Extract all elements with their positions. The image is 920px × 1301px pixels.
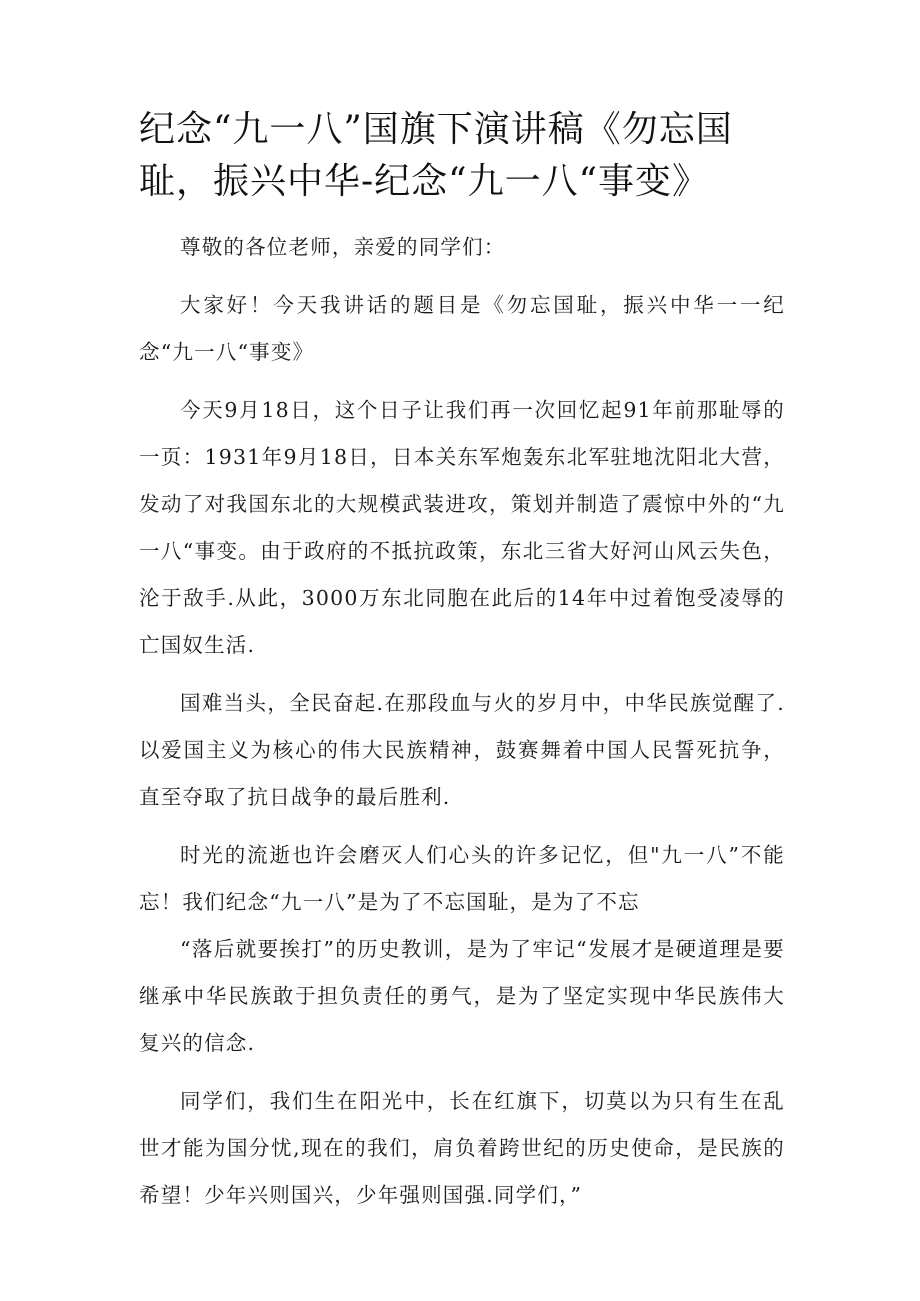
paragraph-lesson: “落后就要挨打”的历史教训，是为了牢记“发展才是硬道理是要继承中华民族敢于担负责任的勇气，是为了坚定实现中华民族伟大复兴的信念. bbox=[139, 937, 785, 1055]
paragraph-remember: 时光的流逝也许会磨灭人们心头的许多记忆，但"九一八”不能忘！我们纪念“九一八”是为了不忘国耻，是为了不忘 bbox=[139, 843, 785, 914]
paragraph-students: 同学们，我们生在阳光中，长在红旗下，切莫以为只有生在乱世才能为国分忧,现在的我们，肩负着跨世纪的历史使命，是民族的希望！少年兴则国兴，少年强则国强.同学们，” bbox=[139, 1089, 785, 1207]
paragraph-salutation: 尊敬的各位老师，亲爱的同学们： bbox=[180, 235, 506, 259]
document-title: 纪念“九一八”国旗下演讲稿《勿忘国耻，振兴中华-纪念“九一八“事变》 bbox=[139, 109, 733, 202]
paragraph-resistance: 国难当头，全民奋起.在那段血与火的岁月中，中华民族觉醒了.以爱国主义为核心的伟大民族精神，鼓赛舞着中国人民誓死抗争，直至夺取了抗日战争的最后胜利. bbox=[139, 691, 785, 809]
document-body bbox=[139, 224, 785, 1230]
paragraph-greeting: 大家好！今天我讲话的题目是《勿忘国耻，振兴中华一一纪念“九一八“事变》 bbox=[139, 293, 785, 364]
paragraph-history: 今天9月18日，这个日子让我们再一次回忆起91年前那耻辱的一页：1931年9月18日，日本关东军炮轰东北军驻地沈阳北大营，发动了对我国东北的大规模武装进攻，策划并制造了震惊中外的“九一八“事变。由于政府的不抵抗政策，东北三省大好河山风云失色，沦于敌手.从此，3000万东北同胞在此后的14年中过着饱受凌辱的亡国奴生活. bbox=[139, 398, 785, 657]
